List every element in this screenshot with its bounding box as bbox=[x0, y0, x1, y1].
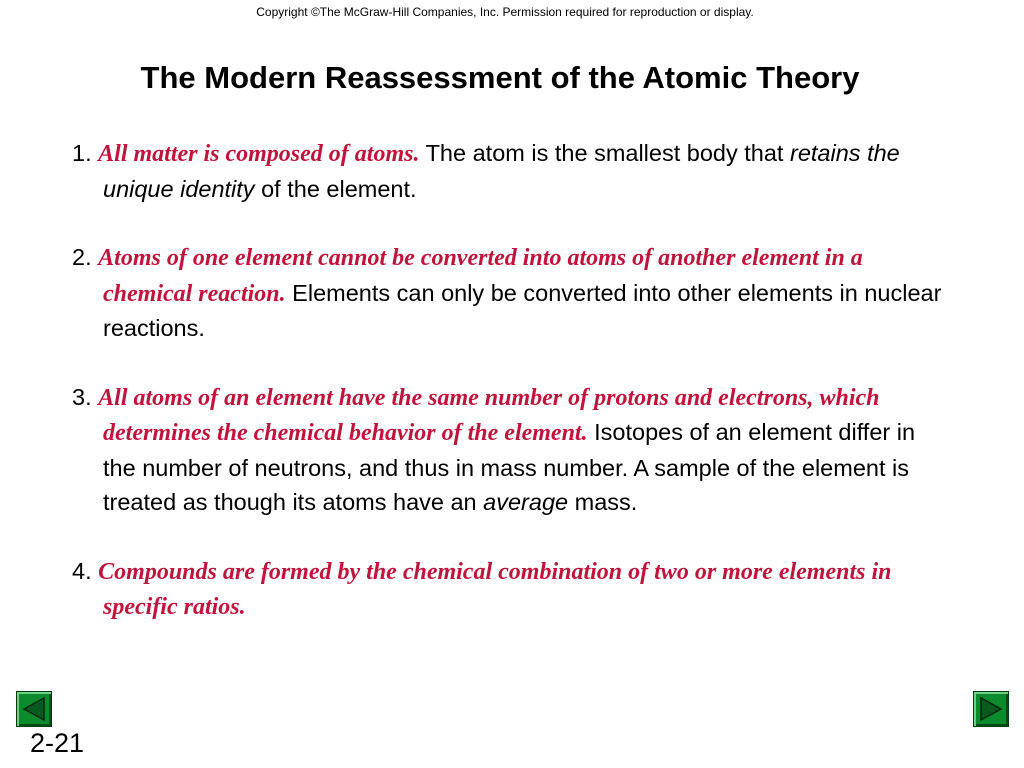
point-emphasis: All matter is composed of atoms. bbox=[98, 141, 420, 167]
point-text: The atom is the smallest body that bbox=[419, 140, 790, 166]
theory-points-list bbox=[72, 136, 952, 625]
theory-point-2 bbox=[72, 240, 952, 346]
point-text-end: mass. bbox=[568, 489, 638, 515]
point-emphasis: All atoms of an element have the same number of protons and electrons, which determines the chemical behavior of the element. bbox=[98, 384, 880, 446]
copyright-notice: Copyright ©The McGraw-Hill Companies, Inc. Permission required for reproduction or display. bbox=[256, 5, 754, 19]
previous-slide-button[interactable] bbox=[16, 691, 52, 727]
point-text-end: of the element. bbox=[254, 175, 417, 202]
theory-point-3 bbox=[72, 380, 952, 520]
triangle-left-icon bbox=[17, 692, 51, 726]
point-italic-text: average bbox=[483, 489, 569, 515]
point-text: Isotopes of an element differ in the number of neutrons, and thus in mass number. A sample of the element is treated as though its atoms have an bbox=[103, 419, 916, 515]
point-number: 3. bbox=[72, 383, 92, 410]
point-number: 4. bbox=[72, 557, 92, 584]
point-text: Elements can only be converted into other elements in nuclear reactions. bbox=[103, 279, 942, 341]
theory-point-4 bbox=[72, 554, 952, 625]
theory-point-1 bbox=[72, 136, 952, 206]
triangle-right-icon bbox=[974, 692, 1008, 726]
point-italic-text: retains the unique identity bbox=[103, 140, 900, 202]
slide-number: 2-21 bbox=[30, 728, 85, 758]
point-emphasis: Atoms of one element cannot be converted into atoms of another element in a chemical reaction. bbox=[98, 245, 863, 307]
point-emphasis: Compounds are formed by the chemical combination of two or more elements in specific ratios. bbox=[98, 558, 892, 620]
next-slide-button[interactable] bbox=[973, 691, 1009, 727]
slide-title: The Modern Reassessment of the Atomic Theory bbox=[140, 60, 860, 95]
point-number: 2. bbox=[72, 244, 92, 270]
point-number: 1. bbox=[72, 140, 92, 166]
